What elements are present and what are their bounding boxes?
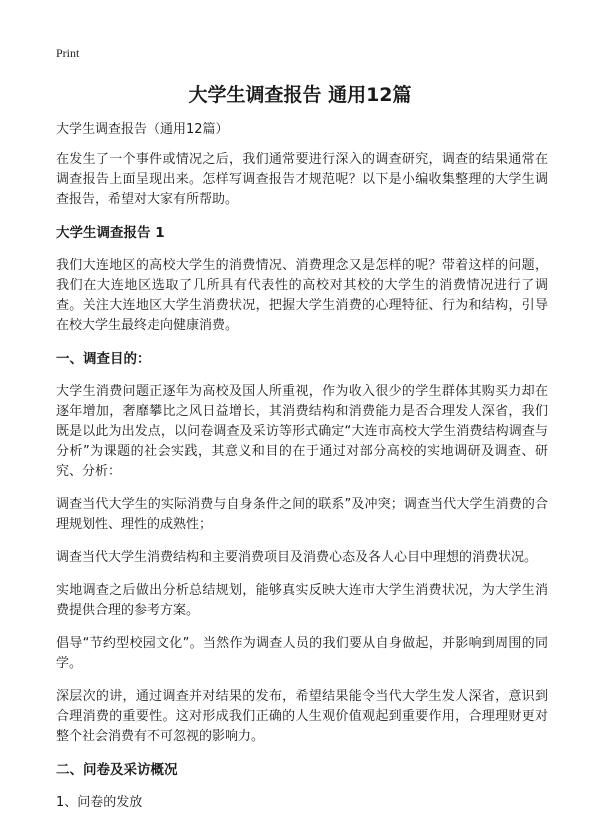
paragraph-5: 实地调查之后做出分析总结规划，能够真实反映大连市大学生消费状况，为大学生消费提供合理的参考方案。 — [56, 583, 548, 618]
page-title: 大学生调查报告 通用12篇 — [188, 84, 412, 106]
paragraph-2: 大学生消费问题正逐年为高校及国人所重视，作为收入很少的学生群体其购买力却在逐年增加，奢靡攀比之风日益增长，其消费结构和消费能力是否合理发人深省，我们既是以此为出发点，以问卷调查及采访等形式确定“大连市高校大学生消费结构调查与分析”为课题的社会实践，其意义和目的在于通过对部分高校的实地调研及调查、研究、分析： — [56, 384, 548, 479]
document-subtitle: 大学生调查报告（通用12篇） — [56, 122, 229, 137]
list-item-1: 1、问卷的发放 — [56, 795, 143, 810]
paragraph-1: 我们大连地区的高校大学生的消费情况、消费理念又是怎样的呢？带着这样的问题，我们在大连地区选取了几所具有代表性的高校对其校的大学生的消费情况进行了调查。关注大连地区大学生消费状况，把握大学生消费的心理特征、行为和结构，引导在校大学生最终走向健康消费。 — [56, 258, 548, 333]
paragraph-3: 调查当代大学生的实际消费与自身条件之间的联系”及冲突；调查当代大学生消费的合理规划性、理性的成熟性； — [56, 497, 548, 532]
heading-survey: 二、问卷及采访概况 — [56, 762, 178, 778]
paragraph-4: 调查当代大学生消费结构和主要消费项目及消费心态及各人心目中理想的消费状况。 — [56, 550, 538, 565]
heading-purpose: 一、调查目的： — [56, 351, 151, 367]
paragraph-7: 深层次的讲，通过调查并对结果的发布，希望结果能令当代大学生发人深省，意识到合理消费的重要性。这对形成我们正确的人生观价值观起到重要作用，合理理财更对整个社会消费有不可忽视的影响力。 — [56, 689, 548, 744]
heading-report-1: 大学生调查报告 1 — [56, 225, 165, 241]
document-body — [56, 120, 548, 826]
print-link[interactable]: Print — [56, 46, 80, 60]
paragraph-6: 倡导“节约型校园文化”。当然作为调查人员的我们要从自身做起，并影响到周围的同学。 — [56, 636, 548, 671]
intro-paragraph: 在发生了一个事件或情况之后，我们通常要进行深入的调查研究，调查的结果通常在调查报告上面呈现出来。怎样写调查报告才规范呢？以下是小编收集整理的大学生调查报告，希望对大家有所帮助。 — [56, 152, 548, 207]
